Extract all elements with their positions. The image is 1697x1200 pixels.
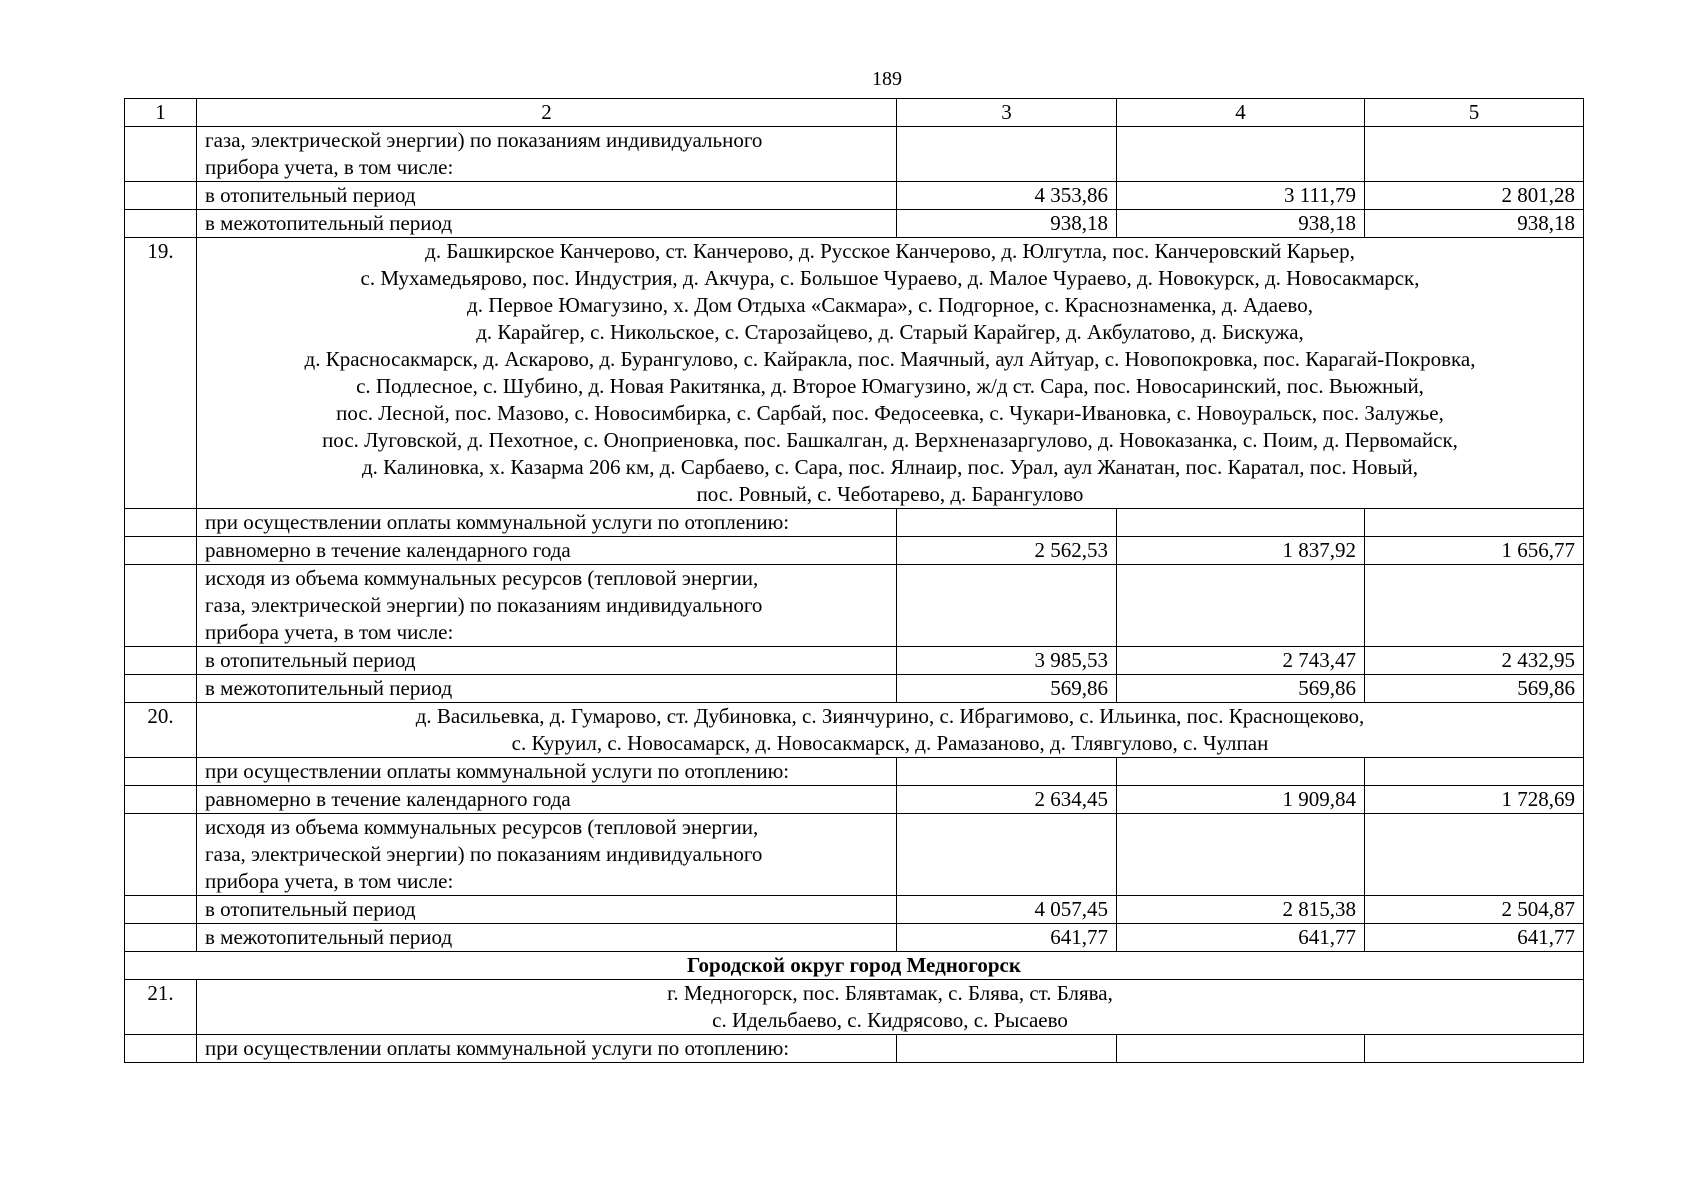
tariff-value-col5 — [1365, 565, 1584, 647]
text-line: д. Башкирское Канчерово, ст. Канчерово, д. Русское Канчерово, д. Юлгутла, пос. Канчеровский Карьер, — [425, 239, 1355, 263]
text-line: в межотопительный период — [205, 676, 453, 700]
column-number: 5 — [1365, 99, 1584, 127]
tariff-value-col3: 938,18 — [897, 210, 1117, 238]
text-line: газа, электрической энергии) по показаниям индивидуального — [205, 842, 763, 866]
tariff-value-col3: 3 985,53 — [897, 647, 1117, 675]
tariff-value-col5 — [1365, 814, 1584, 896]
row-number: 20. — [125, 703, 197, 758]
locality-row — [125, 980, 1584, 1035]
text-line: д. Калиновка, х. Казарма 206 км, д. Сарбаево, с. Сара, пос. Ялнаир, пос. Урал, аул Жанатан, пос. Каратал, пос. Новый, — [361, 455, 1419, 479]
row-description — [197, 509, 897, 537]
column-number-row — [125, 99, 1584, 127]
table-row — [125, 1035, 1584, 1063]
section-title — [125, 952, 1584, 980]
row-description — [197, 924, 897, 952]
text-line: в межотопительный период — [205, 925, 453, 949]
table-row — [125, 182, 1584, 210]
text-line: д. Карайгер, с. Никольское, с. Старозайцево, д. Старый Карайгер, д. Акбулатово, д. Бискужа, — [476, 320, 1304, 344]
row-number — [125, 924, 197, 952]
row-description — [197, 565, 897, 647]
table-row — [125, 758, 1584, 786]
table-row — [125, 896, 1584, 924]
row-description — [197, 210, 897, 238]
text-line: исходя из объема коммунальных ресурсов (тепловой энергии, — [205, 815, 759, 839]
row-number — [125, 1035, 197, 1063]
column-number: 3 — [897, 99, 1117, 127]
row-number — [125, 896, 197, 924]
text-line: пос. Луговской, д. Пехотное, с. Оноприеновка, пос. Башкалган, д. Верхненазаргулово, д. Новоказанка, с. Поим, д. Первомайск, — [322, 428, 1458, 452]
row-description — [197, 647, 897, 675]
row-number — [125, 786, 197, 814]
tariff-value-col3 — [897, 758, 1117, 786]
text-line: прибора учета, в том числе: — [205, 155, 454, 179]
table-row — [125, 127, 1584, 182]
locality-row — [125, 703, 1584, 758]
tariff-value-col5 — [1365, 758, 1584, 786]
tariff-value-col4 — [1117, 1035, 1365, 1063]
tariff-value-col4: 2 743,47 — [1117, 647, 1365, 675]
text-line: исходя из объема коммунальных ресурсов (тепловой энергии, — [205, 566, 759, 590]
row-number — [125, 182, 197, 210]
row-description — [197, 758, 897, 786]
table-body — [125, 99, 1584, 1063]
text-line: в отопительный период — [205, 183, 416, 207]
text-line: д. Красносакмарск, д. Аскарово, д. Бурангулово, с. Кайракла, пос. Маячный, аул Айтуар, с. Новопокровка, пос. Карагай-Покровка, — [304, 347, 1476, 371]
text-line: равномерно в течение календарного года — [205, 787, 571, 811]
tariff-value-col5: 938,18 — [1365, 210, 1584, 238]
row-number — [125, 509, 197, 537]
text-line: газа, электрической энергии) по показаниям индивидуального — [205, 593, 763, 617]
tariff-value-col3 — [897, 127, 1117, 182]
text-line: при осуществлении оплаты коммунальной услуги по отоплению: — [205, 510, 790, 534]
tariff-value-col4: 3 111,79 — [1117, 182, 1365, 210]
tariff-value-col5: 1 656,77 — [1365, 537, 1584, 565]
column-number: 2 — [197, 99, 897, 127]
text-line: в отопительный период — [205, 897, 416, 921]
tariff-value-col4: 938,18 — [1117, 210, 1365, 238]
text-line: с. Куруил, с. Новосамарск, д. Новосакмарск, д. Рамазаново, д. Тлявгулово, с. Чулпан — [511, 731, 1269, 755]
tariff-table — [124, 98, 1584, 1063]
row-description — [197, 1035, 897, 1063]
column-number: 1 — [125, 99, 197, 127]
tariff-value-col3 — [897, 565, 1117, 647]
table-row — [125, 210, 1584, 238]
tariff-value-col5: 569,86 — [1365, 675, 1584, 703]
tariff-value-col4 — [1117, 758, 1365, 786]
tariff-value-col3: 4 057,45 — [897, 896, 1117, 924]
table-row — [125, 786, 1584, 814]
tariff-value-col3 — [897, 814, 1117, 896]
tariff-value-col3: 2 562,53 — [897, 537, 1117, 565]
tariff-value-col4: 641,77 — [1117, 924, 1365, 952]
row-description — [197, 896, 897, 924]
tariff-value-col5 — [1365, 1035, 1584, 1063]
column-number: 4 — [1117, 99, 1365, 127]
row-description — [197, 786, 897, 814]
row-description — [197, 814, 897, 896]
table-row — [125, 537, 1584, 565]
page-number: 189 — [872, 68, 902, 90]
row-number — [125, 814, 197, 896]
row-description — [197, 537, 897, 565]
locality-list — [197, 703, 1584, 758]
tariff-value-col5 — [1365, 509, 1584, 537]
table-row — [125, 675, 1584, 703]
tariff-value-col4: 1 837,92 — [1117, 537, 1365, 565]
tariff-value-col5 — [1365, 127, 1584, 182]
table-row — [125, 647, 1584, 675]
locality-list — [197, 238, 1584, 509]
table-row — [125, 924, 1584, 952]
row-number: 21. — [125, 980, 197, 1035]
text-line: Городской округ город Медногорск — [687, 953, 1021, 977]
tariff-value-col3 — [897, 1035, 1117, 1063]
text-line: в отопительный период — [205, 648, 416, 672]
tariff-value-col4: 569,86 — [1117, 675, 1365, 703]
tariff-value-col4: 1 909,84 — [1117, 786, 1365, 814]
row-number — [125, 675, 197, 703]
tariff-value-col5: 641,77 — [1365, 924, 1584, 952]
text-line: д. Васильевка, д. Гумарово, ст. Дубиновка, с. Зиянчурино, с. Ибрагимово, с. Ильинка, пос. Краснощеково, — [415, 704, 1365, 728]
tariff-value-col5: 2 801,28 — [1365, 182, 1584, 210]
text-line: равномерно в течение календарного года — [205, 538, 571, 562]
tariff-value-col5: 2 504,87 — [1365, 896, 1584, 924]
tariff-value-col3: 569,86 — [897, 675, 1117, 703]
row-description — [197, 127, 897, 182]
text-line: в межотопительный период — [205, 211, 453, 235]
table-row — [125, 509, 1584, 537]
tariff-value-col4 — [1117, 814, 1365, 896]
text-line: при осуществлении оплаты коммунальной услуги по отоплению: — [205, 1036, 790, 1060]
tariff-value-col4 — [1117, 127, 1365, 182]
tariff-value-col3: 2 634,45 — [897, 786, 1117, 814]
tariff-value-col4: 2 815,38 — [1117, 896, 1365, 924]
text-line: газа, электрической энергии) по показаниям индивидуального — [205, 128, 763, 152]
tariff-value-col4 — [1117, 565, 1365, 647]
locality-row — [125, 238, 1584, 509]
row-number — [125, 565, 197, 647]
text-line: прибора учета, в том числе: — [205, 869, 454, 893]
text-line: при осуществлении оплаты коммунальной услуги по отоплению: — [205, 759, 790, 783]
text-line: с. Мухамедьярово, пос. Индустрия, д. Акчура, с. Большое Чураево, д. Малое Чураево, д. Новокурск, д. Новосакмарск, — [360, 266, 1420, 290]
section-row — [125, 952, 1584, 980]
text-line: д. Первое Юмагузино, х. Дом Отдыха «Сакмара», с. Подгорное, с. Краснознаменка, д. Адаево, — [467, 293, 1313, 317]
row-number — [125, 210, 197, 238]
row-number — [125, 758, 197, 786]
text-line: пос. Ровный, с. Чеботарево, д. Барангулово — [696, 482, 1084, 506]
row-number — [125, 647, 197, 675]
text-line: г. Медногорск, пос. Блявтамак, с. Блява, ст. Блява, — [667, 981, 1113, 1005]
tariff-value-col4 — [1117, 509, 1365, 537]
tariff-value-col3: 4 353,86 — [897, 182, 1117, 210]
row-description — [197, 182, 897, 210]
row-description — [197, 675, 897, 703]
table-row — [125, 565, 1584, 647]
table-row — [125, 814, 1584, 896]
tariff-value-col3: 641,77 — [897, 924, 1117, 952]
locality-list — [197, 980, 1584, 1035]
tariff-value-col5: 1 728,69 — [1365, 786, 1584, 814]
text-line: пос. Лесной, пос. Мазово, с. Новосимбирка, с. Сарбай, пос. Федосеевка, с. Чукари-Ивановка, с. Новоуральск, пос. Залужье, — [336, 401, 1444, 425]
text-line: с. Идельбаево, с. Кидрясово, с. Рысаево — [712, 1008, 1068, 1032]
row-number: 19. — [125, 238, 197, 509]
text-line: с. Подлесное, с. Шубино, д. Новая Ракитянка, д. Второе Юмагузино, ж/д ст. Сара, пос. Новосаринский, пос. Вьюжный, — [356, 374, 1424, 398]
tariff-value-col3 — [897, 509, 1117, 537]
tariff-value-col5: 2 432,95 — [1365, 647, 1584, 675]
text-line: прибора учета, в том числе: — [205, 620, 454, 644]
row-number — [125, 127, 197, 182]
row-number — [125, 537, 197, 565]
